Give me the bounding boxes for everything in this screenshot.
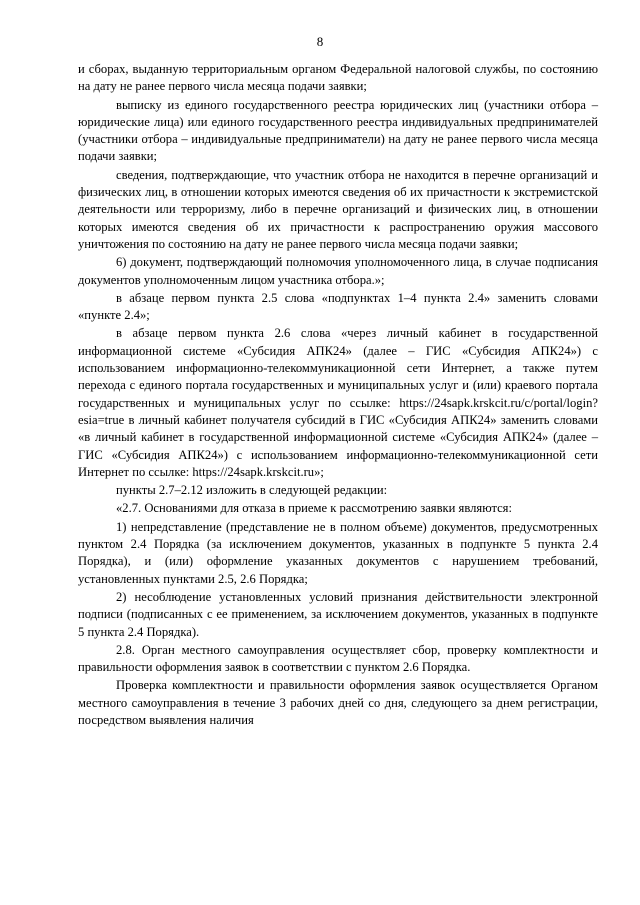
paragraph-2-7-refusal-grounds: «2.7. Основаниями для отказа в приеме к рассмотрению заявки являются:	[116, 501, 512, 516]
paragraph-registry-extract: выписку из единого государственного реестра юридических лиц (участники отбора – юридические лица) или единого государственного реестра индивидуальных предпринимателей (участники отбора – индивидуальные предприниматели) на дату не ранее первого числа месяца подачи заявки;	[78, 97, 598, 164]
paragraph-new-edition-2-7-2-12: пункты 2.7–2.12 изложить в следующей редакции:	[116, 483, 388, 498]
document-body	[78, 61, 598, 730]
paragraph-2-7-item-1: 1) непредставление (представление не в полном объеме) документов, предусмотренных пунктом 2.4 Порядка (за исключением документов, указанных в подпункте 5 пункта 2.4 Порядка), и (или) оформление указанных документов с нарушением требований, установленных пунктами 2.5, 2.6 Порядка;	[78, 519, 598, 586]
paragraph-extremism-list-info: сведения, подтверждающие, что участник отбора не находится в перечне организаций и физических лиц, в отношении которых имеются сведения об их причастности к экстремистской деятельности или терроризму, либо в перечне организаций и физических лиц, в отношении которых имеются сведения об их причастности к распространению оружия массового уничтожения по состоянию на дату не ранее первого числа месяца подачи заявки;	[78, 167, 598, 251]
paragraph-amend-2-5: в абзаце первом пункта 2.5 слова «подпунктах 1–4 пункта 2.4» заменить словами «пункте 2.4»;	[78, 290, 598, 323]
paragraph-2-8: 2.8. Орган местного самоуправления осуществляет сбор, проверку комплектности и правильности оформления заявок в соответствии с пунктом 2.6 Порядка.	[78, 642, 598, 675]
paragraph-amend-2-6: в абзаце первом пункта 2.6 слова «через личный кабинет в государственной информационной системе «Субсидия АПК24» (далее – ГИС «Субсидия АПК24») с использованием информационно-телекоммуникационной сети Интернет, а также путем перехода с единого портала государственных и муниципальных услуг и (или) краевого портала государственных и муниципальных услуг по ссылке: https://24sapk.krskcit.ru/c/portal/login?esia=true в личный кабинет получателя субсидий в ГИС «Субсидия АПК24» заменить словами «в личный кабинет в государственной информационной системе «Субсидия АПК24» (далее – ГИС «Субсидия АПК24») с использованием информационно-телекоммуникационной сети Интернет по ссылке: https://24sapk.krskcit.ru»;	[78, 326, 598, 479]
page-number: 8	[316, 34, 324, 49]
paragraph-tax-certificate-continuation: и сборах, выданную территориальным органом Федеральной налоговой службы, по состоянию на дату не ранее первого числа месяца подачи заявки;	[78, 62, 598, 94]
paragraph-item-6-authority-document: 6) документ, подтверждающий полномочия уполномоченного лица, в случае подписания документов уполномоченным лицом участника отбора.»;	[78, 255, 598, 287]
paragraph-check-procedure: Проверка комплектности и правильности оформления заявок осуществляется Органом местного самоуправления в течение 3 рабочих дней со дня, следующего за днем регистрации, посредством выявления наличия	[78, 678, 598, 727]
paragraph-2-7-item-2: 2) несоблюдение установленных условий признания действительности электронной подписи (подписанных с ее применением, за исключением документов, указанных в подпункте 5 пункта 2.4 Порядка).	[78, 589, 598, 639]
